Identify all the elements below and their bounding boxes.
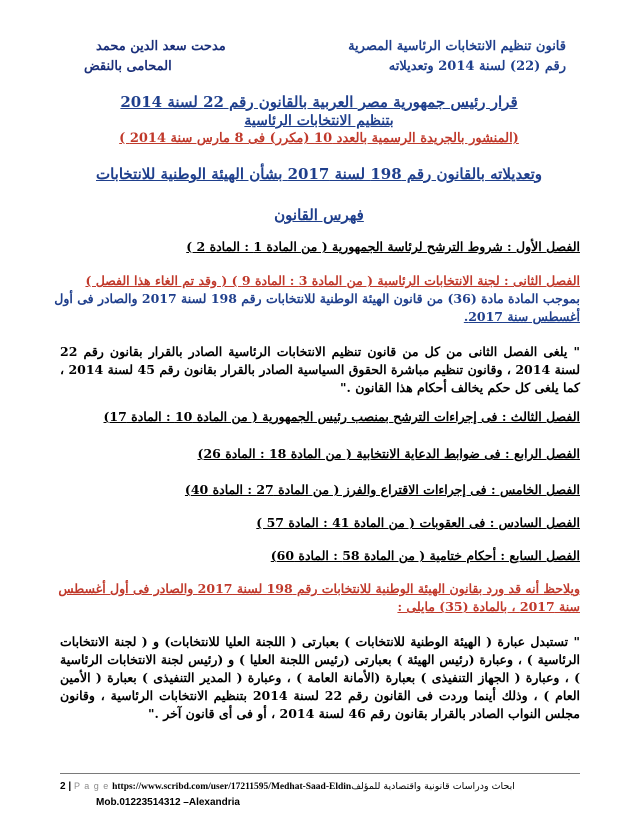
chapter-1: الفصل الأول : شروط الترشح لرئاسة الجمهورية ( من المادة 1 : المادة 2 ) (186, 239, 580, 254)
chapter-2: الفصل الثانى : لجنة الانتخابات الرئاسية ( من المادة 3 : المادة 9 ) ( وقد تم الغاء هذا الفصل ) (85, 273, 580, 288)
author-title: المحامى بالنقض (84, 59, 172, 74)
footer-research-text: ابحاث ودراسات قانونية واقتصادية للمؤلف (351, 781, 515, 792)
law-number: رقم (22) لسنة 2014 وتعديلاته (388, 59, 566, 74)
footer-rule (60, 773, 580, 774)
notice-line-2: سنة 2017 ، بالمادة (35) مايلى : (397, 599, 580, 614)
decree-title: قرار رئيس جمهورية مصر العربية بالقانون رقم 22 لسنة 2014 (120, 93, 518, 111)
replacement-quote: " تستبدل عبارة ( الهيئة الوطنية للانتخابات ) بعبارتى ( اللجنة العليا للانتخابات) و ( لجنة الانتخابات الرئاسية ) ، وعبارة (رئيس الهيئة ) بعبارتى (رئيس اللجنة العليا ) و (رئيس لجنة الانتخابات الرئاسية ) ، وعبارة ( الجهاز التنفيذى ) بعبارة (الأمانة العامة ) ، وعبارة ( المدير التنفيذى ) بعبارة ( الأمين العام ) ، وذلك أينما وردت فى القانون رقم 22 لسنة 2014 بتنظيم الانتخابات الرئاسية ، وقانون مجلس النواب الصادر بالقرار بقانون رقم 46 لسنة 2014 ، أو فى أى قانون آخر ." (60, 634, 581, 721)
chapter-6: الفصل السادس : فى العقوبات ( من المادة 41 : المادة 57 ) (256, 515, 580, 530)
law-title: قانون تنظيم الانتخابات الرئاسية المصرية (348, 39, 566, 54)
chapter-2-note-line-2: أغسطس سنة 2017. (463, 309, 580, 324)
author-name: مدحت سعد الدين محمد (96, 39, 226, 54)
amendment-heading: وتعديلاته بالقانون رقم 198 لسنة 2017 بشأن الهيئة الوطنية للانتخابات (95, 165, 543, 183)
footer-mobile: Mob.01223514312 –Alexandria (96, 797, 240, 808)
notice-line-1: ويلاحظ أنه قد ورد بقانون الهيئة الوطنية للانتخابات رقم 198 لسنة 2017 والصادر فى أول أغسطس (58, 581, 580, 596)
chapter-3: الفصل الثالث : فى إجراءات الترشح بمنصب رئيس الجمهورية ( من المادة 10 : المادة 17) (103, 409, 580, 424)
chapter-5: الفصل الخامس : فى إجراءات الاقتراع والفرز ( من المادة 27 : المادة 40) (184, 482, 580, 497)
decree-publication: (المنشور بالجريدة الرسمية بالعدد 10 (مكرر) فى 8 مارس سنة 2014 ) (119, 131, 519, 146)
toc-title: فهرس القانون (274, 206, 364, 224)
page-separator: | (68, 781, 72, 792)
decree-subtitle: بتنظيم الانتخابات الرئاسية (244, 113, 394, 129)
page-label: P a g e (73, 781, 110, 791)
page-number: 2 (60, 781, 66, 792)
chapter-7: الفصل السابع : أحكام ختامية ( من المادة 58 : المادة 60) (270, 548, 580, 563)
footer-url-link[interactable]: https://www.scribd.com/user/17211595/Medhat-Saad-Eldin (112, 782, 352, 792)
chapter-4: الفصل الرابع : فى ضوابط الدعاية الانتخابية ( من المادة 18 : المادة 26) (197, 446, 580, 461)
repeal-quote: " يلغى الفصل الثانى من كل من قانون تنظيم الانتخابات الرئاسية الصادر بالقرار بقانون رقم 22 لسنة 2014 ، وقانون تنظيم مباشرة الحقوق السياسية الصادر بالقرار بقانون رقم 45 لسنة 2014 ، كما يلغى كل حكم يخالف أحكام هذا القانون ." (60, 344, 580, 395)
footer-line (60, 779, 580, 794)
chapter-2-note-line-1: بموجب المادة مادة (36) من قانون الهيئة الوطنية للانتخابات رقم 198 لسنة 2017 والصادر فى أول (54, 291, 580, 306)
